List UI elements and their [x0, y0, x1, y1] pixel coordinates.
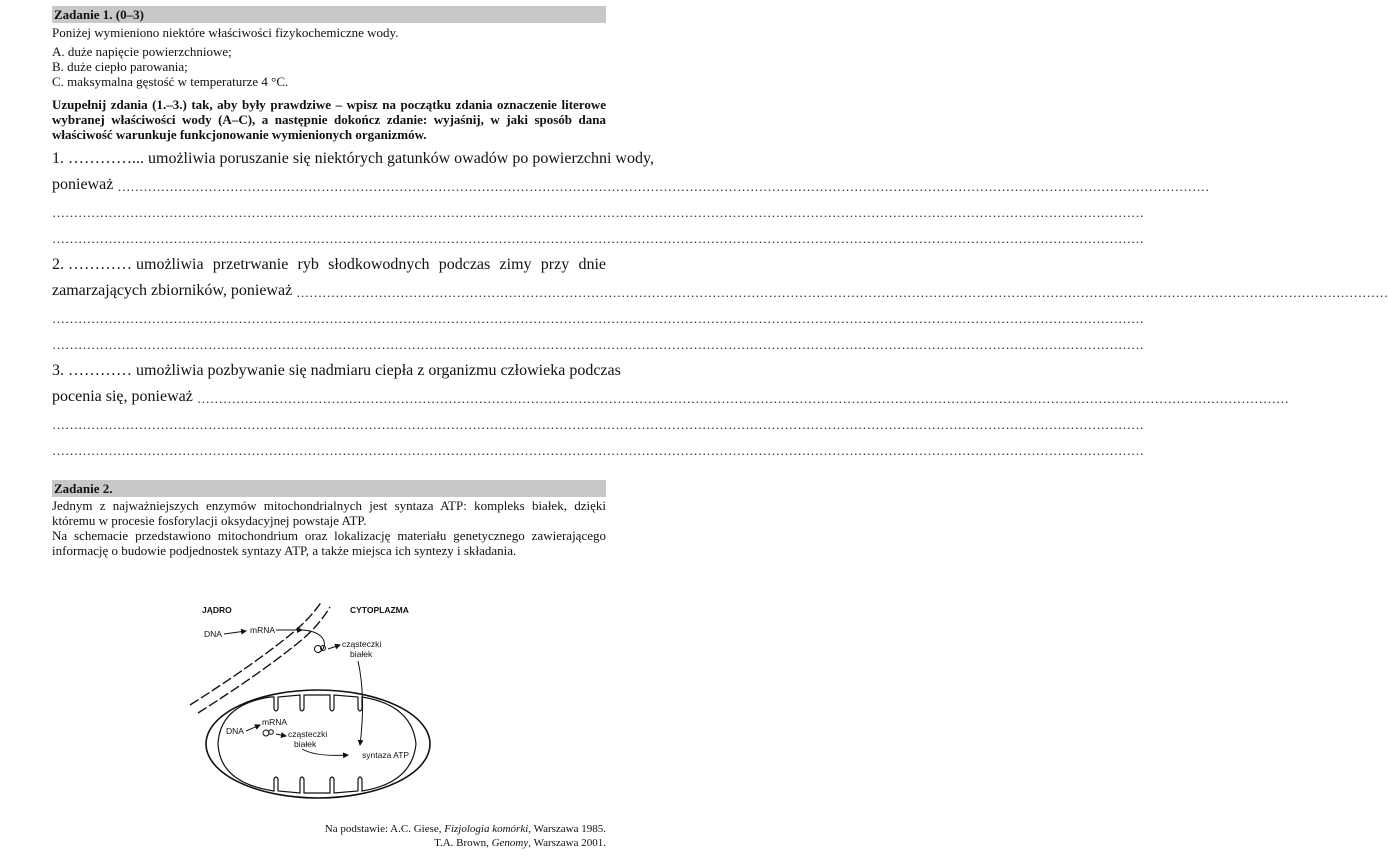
label-czasteczki-cyto: cząsteczki — [342, 639, 382, 649]
item1-prefix[interactable]: 1. …………... — [52, 150, 144, 167]
item2-because: zamarzających zbiorników, ponieważ — [52, 282, 293, 299]
label-czasteczki-mito: cząsteczki — [288, 729, 328, 739]
item3-text: umożliwia pozbywanie się nadmiaru ciepła z organizmu człowieka podczas — [136, 362, 621, 379]
source-citation — [325, 822, 606, 850]
item1-text: umożliwia poruszanie się niektórych gatunków owadów po powierzchni wody, — [148, 150, 654, 167]
item2-prefix[interactable]: 2. ………… — [52, 256, 132, 273]
label-bialek-cyto: białek — [350, 649, 373, 659]
item3-line1 — [52, 362, 621, 380]
label-jadro: JĄDRO — [202, 605, 232, 615]
task2-para2: Na schemacie przedstawiono mitochondrium oraz lokalizację materiału genetycznego zawierającego informację o budowie podjednostek syntazy ATP, a także miejsca ich syntezy i składania. — [52, 528, 606, 558]
label-bialek-mito: białek — [294, 739, 317, 749]
ribosome-icon — [263, 730, 269, 736]
task1-instruction: Uzupełnij zdania (1.–3.) tak, aby były prawdziwe – wpisz na początku zdania oznaczenie literowe wybranej właściwości wody (A–C), a następnie dokończ zdanie: wyjaśnij, w jaki sposób dana właściwość warunkuje funkcjonowanie wymienionych organizmów. — [52, 97, 606, 142]
item2-line1 — [52, 256, 606, 274]
book-title-2: Genomy — [491, 837, 529, 849]
answer-dots[interactable]: ……………………………………………………………………………………………………………………………………………………………………………………………………………………………… — [296, 285, 1388, 300]
label-mrna-nucleus: mRNA — [250, 625, 276, 635]
answer-line[interactable]: ……………………………………………………………………………………………………………………………………………………………………………………………………………………………… — [52, 417, 1144, 432]
label-dna-nucleus: DNA — [204, 629, 222, 639]
answer-item-1 — [52, 150, 1210, 246]
label-mrna-mito: mRNA — [262, 717, 288, 727]
item1-because: ponieważ — [52, 176, 114, 193]
answer-line[interactable]: ……………………………………………………………………………………………………………………………………………………………………………………………………………………………… — [52, 311, 1144, 326]
answer-line[interactable]: ……………………………………………………………………………………………………………………………………………………………………………………………………………………………… — [52, 231, 1144, 246]
arrow-to-atp-synthase — [302, 749, 348, 755]
answer-item-2 — [52, 256, 1388, 352]
option-b: B. duże ciepło parowania; — [52, 59, 188, 74]
answer-dots[interactable]: ……………………………………………………………………………………………………………………………………………………………………………………………………………………………… — [117, 179, 1210, 194]
mitochondrion-inner-membrane — [218, 695, 416, 793]
answer-line[interactable]: ……………………………………………………………………………………………………………………………………………………………………………………………………………………………… — [52, 205, 1144, 220]
item2-line2[interactable] — [52, 274, 1388, 300]
source-line-1: Na podstawie: A.C. Giese, Fizjologia komórki, Warszawa 1985. — [324, 823, 606, 835]
arrow-dna-mrna-mito — [246, 725, 260, 731]
task1-intro: Poniżej wymieniono niektóre właściwości fizykochemiczne wody. — [52, 25, 399, 40]
item3-prefix[interactable]: 3. ………… — [52, 362, 132, 379]
option-c: C. maksymalna gęstość w temperaturze 4 °C. — [52, 74, 289, 89]
ribosome-icon — [269, 730, 274, 735]
label-syntaza-atp: syntaza ATP — [362, 750, 410, 760]
task2-para1: Jednym z najważniejszych enzymów mitochondrialnych jest syntaza ATP: kompleks białek, dzięki któremu w procesie fosforylacji oksydacyjnej powstaje ATP. — [52, 498, 606, 528]
exam-page — [52, 6, 1388, 558]
nuclear-envelope-outer — [190, 601, 322, 705]
arrow-dna-mrna-nucleus — [224, 631, 246, 634]
mitochondrion-diagram — [190, 597, 440, 802]
item3-line2[interactable] — [52, 380, 1289, 406]
option-a: A. duże napięcie powierzchniowe; — [52, 44, 232, 59]
answer-item-3 — [52, 362, 1289, 458]
book-title-1: Fizjologia komórki — [444, 823, 529, 835]
source-line-2: T.A. Brown, Genomy, Warszawa 2001. — [434, 837, 606, 849]
task2-header: Zadanie 2. — [52, 480, 606, 497]
task1-header: Zadanie 1. (0–3) — [52, 6, 606, 23]
label-cytoplazma: CYTOPLAZMA — [350, 605, 409, 615]
answer-line[interactable]: ……………………………………………………………………………………………………………………………………………………………………………………………………………………………… — [52, 443, 1144, 458]
item3-because: pocenia się, ponieważ — [52, 388, 193, 405]
item1-line1 — [52, 150, 654, 168]
item2-text: umożliwia przetrwanie ryb słodkowodnych podczas zimy przy dnie — [136, 256, 606, 273]
mitochondrion-outer-membrane — [206, 690, 430, 798]
arrow-to-proteins — [328, 645, 340, 649]
item1-line2[interactable] — [52, 168, 1210, 194]
label-dna-mito: DNA — [226, 726, 244, 736]
arrow-mito-proteins — [276, 734, 286, 736]
answer-line[interactable]: ……………………………………………………………………………………………………………………………………………………………………………………………………………………………… — [52, 337, 1144, 352]
answer-dots[interactable]: ……………………………………………………………………………………………………………………………………………………………………………………………………………………………… — [196, 391, 1289, 406]
